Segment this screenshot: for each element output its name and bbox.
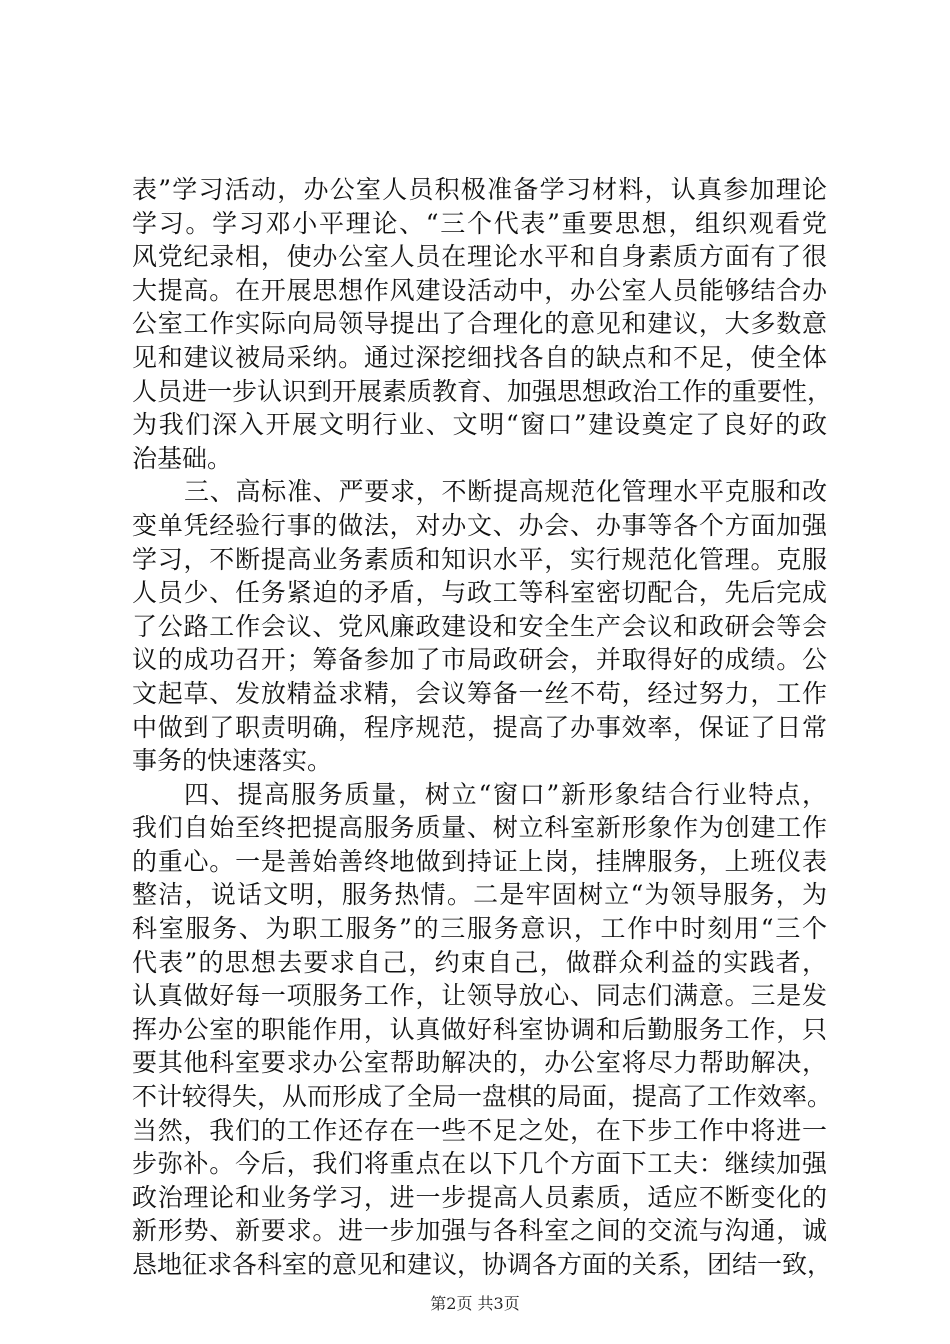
text-line: 见和建议被局采纳。通过深挖细找各自的缺点和不足，使全体 (132, 342, 827, 372)
text-line: 政治理论和业务学习，进一步提高人员素质，适应不断变化的 (132, 1182, 827, 1212)
text-line: 人员进一步认识到开展素质教育、加强思想政治工作的重要性， (132, 376, 833, 406)
text-line: 了公路工作会议、党风廉政建设和安全生产会议和政研会等会 (132, 611, 827, 641)
text-line: 挥办公室的职能作用，认真做好科室协调和后勤服务工作，只 (132, 1014, 827, 1044)
text-line: 步弥补。今后，我们将重点在以下几个方面下工夫：继续加强 (132, 1149, 827, 1179)
text-line: 表”学习活动，办公室人员积极准备学习材料，认真参加理论 (132, 175, 827, 204)
text-line: 当然，我们的工作还存在一些不足之处，在下步工作中将进一 (132, 1115, 827, 1145)
text-line: 代表”的思想去要求自己，约束自己，做群众利益的实践者， (132, 947, 827, 977)
text-line: 公室工作实际向局领导提出了合理化的意见和建议，大多数意 (132, 309, 827, 339)
text-line: 科室服务、为职工服务”的三服务意识，工作中时刻用“三个 (132, 914, 827, 944)
text-line: 不计较得失，从而形成了全局一盘棋的局面，提高了工作效率。 (132, 1082, 833, 1112)
text-line: 三、高标准、严要求，不断提高规范化管理水平克服和改 (184, 477, 827, 507)
text-line: 整洁，说话文明，服务热情。二是牢固树立“为领导服务，为 (132, 880, 827, 910)
text-line: 议的成功召开；筹备参加了市局政研会，并取得好的成绩。公 (132, 645, 827, 675)
text-line: 大提高。在开展思想作风建设活动中，办公室人员能够结合办 (132, 275, 827, 305)
page-number: 第2页 共3页 (430, 1294, 520, 1313)
text-line: 认真做好每一项服务工作，让领导放心、同志们满意。三是发 (132, 981, 827, 1011)
text-line: 要其他科室要求办公室帮助解决的，办公室将尽力帮助解决， (132, 1048, 827, 1078)
body-text (132, 173, 833, 1282)
text-line: 我们自始至终把提高服务质量、树立科室新形象作为创建工作 (132, 813, 827, 843)
text-line: 事务的快速落实。 (132, 746, 333, 776)
text-line: 新形势、新要求。进一步加强与各科室之间的交流与沟通，诚 (132, 1216, 827, 1246)
text-line: 变单凭经验行事的做法，对办文、办会、办事等各个方面加强 (132, 510, 827, 540)
text-line: 为我们深入开展文明行业、文明“窗口”建设奠定了良好的政 (132, 410, 827, 440)
text-line: 文起草、发放精益求精，会议筹备一丝不苟，经过努力，工作 (132, 678, 827, 708)
text-line: 学习，不断提高业务素质和知识水平，实行规范化管理。克服 (132, 544, 827, 574)
text-line: 人员少、任务紧迫的矛盾，与政工等科室密切配合，先后完成 (132, 578, 827, 608)
text-line: 中做到了职责明确，程序规范，提高了办事效率，保证了日常 (132, 712, 827, 742)
text-line: 的重心。一是善始善终地做到持证上岗，挂牌服务，上班仪表 (132, 846, 827, 876)
text-line: 四、提高服务质量，树立“窗口”新形象结合行业特点， (184, 779, 827, 809)
text-line: 恳地征求各科室的意见和建议，协调各方面的关系，团结一致， (132, 1250, 833, 1279)
text-line: 学习。学习邓小平理论、“三个代表”重要思想，组织观看党 (132, 208, 827, 238)
text-line: 治基础。 (132, 443, 233, 473)
text-line: 风党纪录相，使办公室人员在理论水平和自身素质方面有了很 (132, 242, 827, 272)
